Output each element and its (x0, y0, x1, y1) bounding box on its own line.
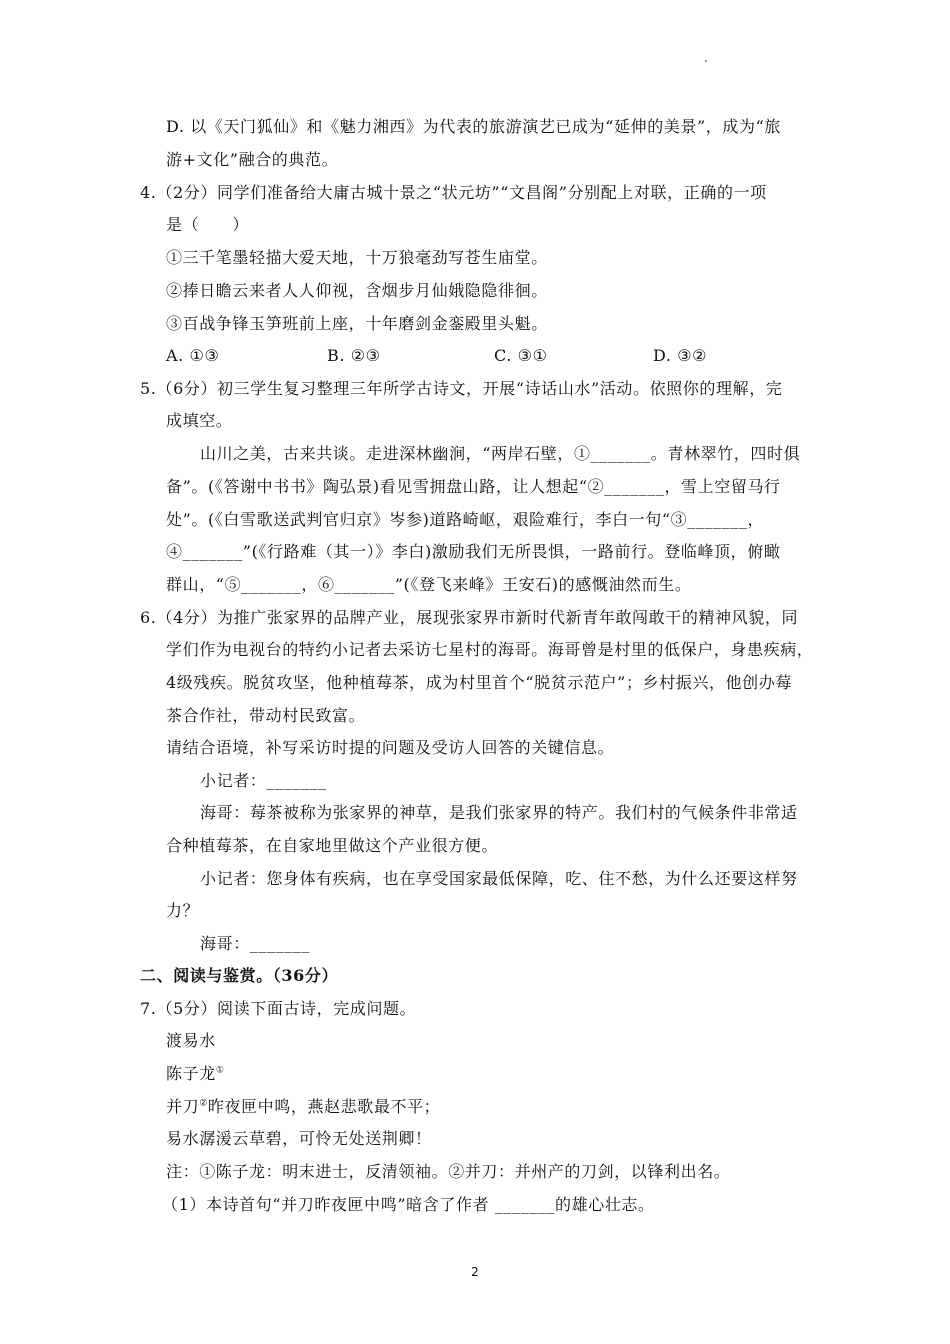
q6-instruction: 请结合语境，补写采访时提的问题及受访人回答的关键信息。 (166, 738, 615, 757)
q5-passage-line5: 群山，“⑤_______，⑥_______”(《登飞来峰》王安石)的感慨油然而生。 (166, 575, 692, 594)
page-dot-mark (705, 60, 707, 62)
q3-option-d-line2: 游+文化”融合的典范。 (166, 150, 339, 169)
q5-passage-line1: 山川之美，古来共谈。走进深林幽涧，“两岸石壁，①_______。青林翠竹，四时俱 (200, 444, 801, 463)
q7-poem-author (166, 1063, 224, 1085)
q4-option-b: B. ②③ (327, 346, 381, 365)
q7-notes: 注：①陈子龙：明末进士，反清领袖。②并刀：并州产的刀剑，以锋利出名。 (166, 1162, 731, 1181)
q6-stem-line4: 茶合作社，带动村民致富。 (166, 706, 366, 725)
q7-author-name: 陈子龙 (166, 1064, 216, 1083)
q3-option-d-line1: D. 以《天门狐仙》和《魅力湘西》为代表的旅游演艺已成为“延伸的美景”，成为“旅 (166, 117, 781, 136)
q7-poem-title: 渡易水 (166, 1031, 216, 1050)
q5-passage-line2: 备”。(《答谢中书书》陶弘景)看见雪拥盘山路，让人想起“②_______，雪上空留马行 (166, 477, 781, 496)
q4-option-a: A. ①③ (166, 346, 220, 365)
q7-poem-line1-b: 昨夜匣中鸣，燕赵悲歌最不平； (207, 1097, 441, 1116)
q6-dialogue-reporter-2-line2: 力？ (166, 901, 200, 920)
section-2-heading: 二、阅读与鉴赏。（36分） (140, 966, 339, 985)
q5-stem-line2: 成填空。 (166, 411, 233, 430)
q4-stem-line1: 4.（2分）同学们准备给大庸古城十景之“状元坊”“文昌阁”分别配上对联，正确的一项 (140, 183, 767, 202)
q6-dialogue-haige-1-line2: 合种植莓茶，在自家地里做这个产业很方便。 (166, 836, 499, 855)
q7-poem-line2: 易水潺湲云草碧，可怜无处送荆卿！ (166, 1129, 432, 1148)
q6-stem-line2: 学们作为电视台的特约小记者去采访七星村的海哥。海哥曾是村里的低保户，身患疾病， (166, 640, 814, 659)
q4-item-2: ②捧日瞻云来者人人仰视，含烟步月仙娥隐隐徘徊。 (166, 281, 548, 300)
q5-passage-line4: ④_______”(《行路难（其一）》李白)激励我们无所畏惧，一路前行。登临峰顶，俯瞰 (166, 542, 781, 561)
q4-item-3: ③百战争锋玉笋班前上座，十年磨剑金銮殿里头魁。 (166, 314, 548, 333)
q6-stem-line3: 4级残疾。脱贫攻坚，他种植莓茶，成为村里首个“脱贫示范户”；乡村振兴，他创办莓 (166, 673, 792, 692)
q7-subquestion-1: （1）本诗首句“并刀昨夜匣中鸣”暗含了作者 _______的雄心壮志。 (162, 1195, 655, 1214)
q6-dialogue-reporter-1: 小记者：_______ (200, 771, 327, 790)
q7-poem-line1 (166, 1096, 440, 1118)
q6-dialogue-haige-1-line1: 海哥：莓茶被称为张家界的神草，是我们张家界的特产。我们村的气候条件非常适 (200, 803, 798, 822)
q6-dialogue-reporter-2-line1: 小记者：您身体有疾病，也在享受国家最低保障，吃、住不愁，为什么还要这样努 (200, 869, 798, 888)
page-number: 2 (471, 1265, 479, 1279)
q4-stem-line2: 是（ ） (166, 215, 250, 234)
q7-author-note-mark: ① (215, 1065, 225, 1076)
q4-option-c: C. ③① (494, 346, 548, 365)
q7-stem: 7.（5分）阅读下面古诗，完成问题。 (140, 999, 417, 1018)
q7-poem-line1-note-mark: ② (199, 1098, 208, 1109)
q5-stem-line1: 5.（6分）初三学生复习整理三年所学古诗文，开展“诗话山水”活动。依照你的理解，完 (140, 379, 783, 398)
q4-option-d: D. ③② (653, 346, 708, 365)
q7-poem-line1-a: 并刀 (166, 1097, 200, 1116)
q6-stem-line1: 6.（4分）为推广张家界的品牌产业，展现张家界市新时代新青年敢闯敢干的精神风貌，同 (140, 608, 799, 627)
q5-passage-line3: 处”。(《白雪歌送武判官归京》岑参)道路崎岖，艰险难行，李白一句“③_______， (166, 510, 765, 529)
q6-dialogue-haige-2: 海哥：_______ (200, 934, 310, 953)
q4-item-1: ①三千笔墨轻描大爱天地，十万狼毫劲写苍生庙堂。 (166, 248, 548, 267)
